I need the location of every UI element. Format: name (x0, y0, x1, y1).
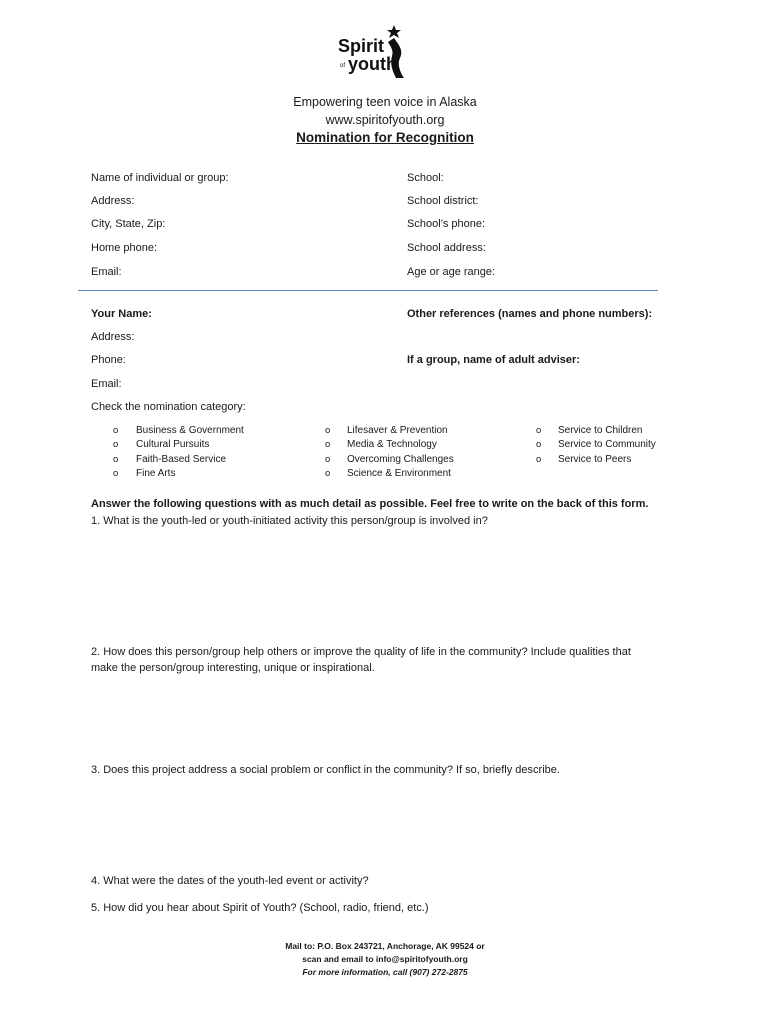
category-label: Cultural Pursuits (136, 439, 210, 450)
svg-text:youth: youth (348, 54, 397, 74)
question-4: 4. What were the dates of the youth-led event or activity? (91, 875, 369, 887)
answer-area-2[interactable] (91, 680, 671, 755)
field-other-references[interactable]: Other references (names and phone numbers): (407, 308, 653, 320)
category-label: Business & Government (136, 425, 244, 436)
field-nominator-address[interactable]: Address: (91, 331, 135, 343)
checkbox-cultural-pursuits[interactable]: o (113, 439, 119, 450)
question-3: 3. Does this project address a social problem or conflict in the community? If so, briefly describe. (91, 764, 560, 776)
svg-text:Spirit: Spirit (338, 36, 385, 56)
category-label: Service to Peers (558, 454, 632, 465)
checkbox-business-government[interactable]: o (113, 425, 119, 436)
field-address[interactable]: Address: (91, 195, 135, 207)
question-2-line-2: make the person/group interesting, unique or inspirational. (91, 662, 375, 674)
category-prompt: Check the nomination category: (91, 401, 246, 413)
field-school-phone[interactable]: School’s phone: (407, 218, 486, 230)
answer-area-3[interactable] (91, 782, 671, 867)
checkbox-service-to-children[interactable]: o (536, 425, 542, 436)
category-label: Science & Environment (347, 468, 451, 479)
instructions: Answer the following questions with as much detail as possible. Feel free to write on the back of this form. (91, 498, 649, 510)
field-age-range[interactable]: Age or age range: (407, 266, 496, 278)
category-label: Fine Arts (136, 468, 176, 479)
tagline: Empowering teen voice in Alaska (293, 95, 477, 109)
checkbox-service-to-peers[interactable]: o (536, 454, 542, 465)
category-label: Service to Children (558, 425, 643, 436)
field-school[interactable]: School: (407, 172, 444, 184)
field-school-address[interactable]: School address: (407, 242, 486, 254)
category-label: Media & Technology (347, 439, 437, 450)
category-label: Faith-Based Service (136, 454, 227, 465)
field-name-of-individual-or-group[interactable]: Name of individual or group: (91, 172, 229, 184)
field-adult-adviser[interactable]: If a group, name of adult adviser: (407, 354, 580, 366)
section-divider (78, 290, 658, 291)
question-2-line-1: 2. How does this person/group help others or improve the quality of life in the community? Include qualities that (91, 646, 631, 658)
checkbox-faith-based-service[interactable]: o (113, 454, 119, 465)
form-title: Nomination for Recognition (296, 130, 474, 145)
checkbox-science-environment[interactable]: o (325, 468, 331, 479)
svg-text:of: of (340, 63, 346, 69)
checkbox-fine-arts[interactable]: o (113, 468, 119, 479)
category-label: Lifesaver & Prevention (347, 425, 448, 436)
answer-area-1[interactable] (91, 532, 671, 632)
footer-mail-to: Mail to: P.O. Box 243721, Anchorage, AK 99524 or (285, 941, 485, 951)
footer-phone: For more information, call (907) 272-2875 (302, 967, 468, 977)
field-nominator-phone[interactable]: Phone: (91, 354, 126, 366)
checkbox-service-to-community[interactable]: o (536, 439, 542, 450)
question-1: 1. What is the youth-led or youth-initiated activity this person/group is involved in? (91, 515, 488, 527)
checkbox-overcoming-challenges[interactable]: o (325, 454, 331, 465)
field-city-state-zip[interactable]: City, State, Zip: (91, 218, 166, 230)
category-label: Service to Community (558, 439, 656, 450)
category-label: Overcoming Challenges (347, 454, 454, 465)
field-email[interactable]: Email: (91, 266, 122, 278)
checkbox-media-technology[interactable]: o (325, 439, 331, 450)
checkbox-lifesaver-prevention[interactable]: o (325, 425, 331, 436)
footer-email: scan and email to info@spiritofyouth.org (302, 954, 468, 964)
field-nominator-email[interactable]: Email: (91, 378, 122, 390)
question-5: 5. How did you hear about Spirit of Youth? (School, radio, friend, etc.) (91, 902, 429, 914)
field-your-name[interactable]: Your Name: (91, 308, 152, 320)
field-home-phone[interactable]: Home phone: (91, 242, 158, 254)
field-school-district[interactable]: School district: (407, 195, 479, 207)
website-link[interactable]: www.spiritofyouth.org (325, 113, 445, 127)
spirit-of-youth-logo (334, 22, 412, 80)
